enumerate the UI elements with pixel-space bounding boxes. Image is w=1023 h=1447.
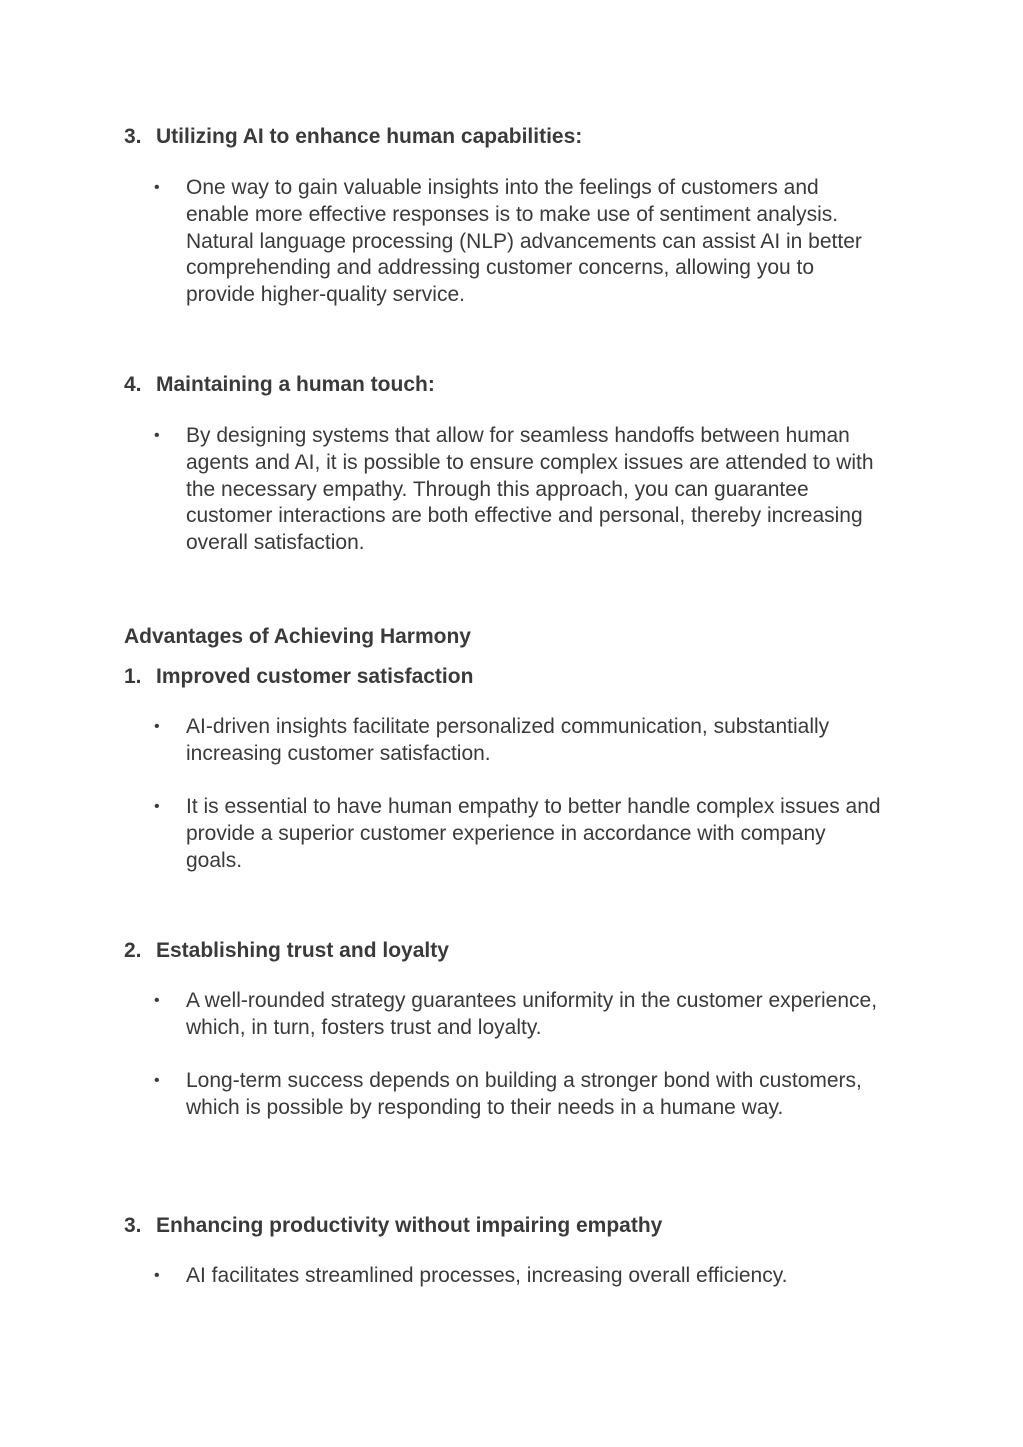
bullet-icon: • [154,798,160,815]
section-heading-3 [124,124,582,150]
bullet-text: AI facilitates streamlined processes, increasing overall efficiency. [186,1264,788,1287]
bullet-text: It is essential to have human empathy to better handle complex issues and provide a superior customer experience in accordance with company goals. [186,795,881,872]
bullet-icon: • [154,992,160,1009]
advantage-heading-2 [124,938,449,964]
bullet-text: Long-term success depends on building a stronger bond with customers, which is possible by responding to their needs in a humane way. [186,1069,862,1119]
bullet-text: By designing systems that allow for seamless handoffs between human agents and AI, it is possible to ensure complex issues are attended to with the necessary empathy. Through this approach, you can guarantee customer interactions are both effective and personal, thereby increasing overall satisfaction. [186,424,874,555]
bullet-item [154,423,884,557]
bullet-item [154,1068,884,1122]
section-title: Utilizing AI to enhance human capabilities: [156,125,583,148]
bullet-icon: • [154,718,160,735]
advantage-title: Improved customer satisfaction [156,665,474,688]
bullet-text: One way to gain valuable insights into the feelings of customers and enable more effective responses is to make use of sentiment analysis. Natural language processing (NLP) advancements can assist AI in better comprehending and addressing customer concerns, allowing you to provide higher-quality service. [186,176,862,307]
bullet-item [154,1263,884,1290]
bullet-icon: • [154,1267,160,1284]
section-number: 4. [124,373,142,396]
section-title: Maintaining a human touch: [156,373,435,396]
bullet-item [154,175,884,309]
advantage-title: Enhancing productivity without impairing empathy [156,1214,663,1237]
advantage-title: Establishing trust and loyalty [156,939,449,962]
advantage-number: 1. [124,665,142,688]
section-number: 3. [124,125,142,148]
bullet-icon: • [154,1072,160,1089]
bullet-text: AI-driven insights facilitate personalized communication, substantially increasing customer satisfaction. [186,715,830,765]
bullet-item [154,794,884,874]
bullet-icon: • [154,179,160,196]
advantage-number: 2. [124,939,142,962]
advantage-number: 3. [124,1214,142,1237]
bullet-text: A well-rounded strategy guarantees uniformity in the customer experience, which, in turn, fosters trust and loyalty. [186,989,878,1039]
section-heading-4 [124,372,435,398]
bullet-item [154,714,884,768]
advantages-heading: Advantages of Achieving Harmony [124,625,471,648]
bullet-icon: • [154,427,160,444]
bullet-item [154,988,884,1042]
advantage-heading-1 [124,664,473,690]
advantage-heading-3 [124,1213,662,1239]
